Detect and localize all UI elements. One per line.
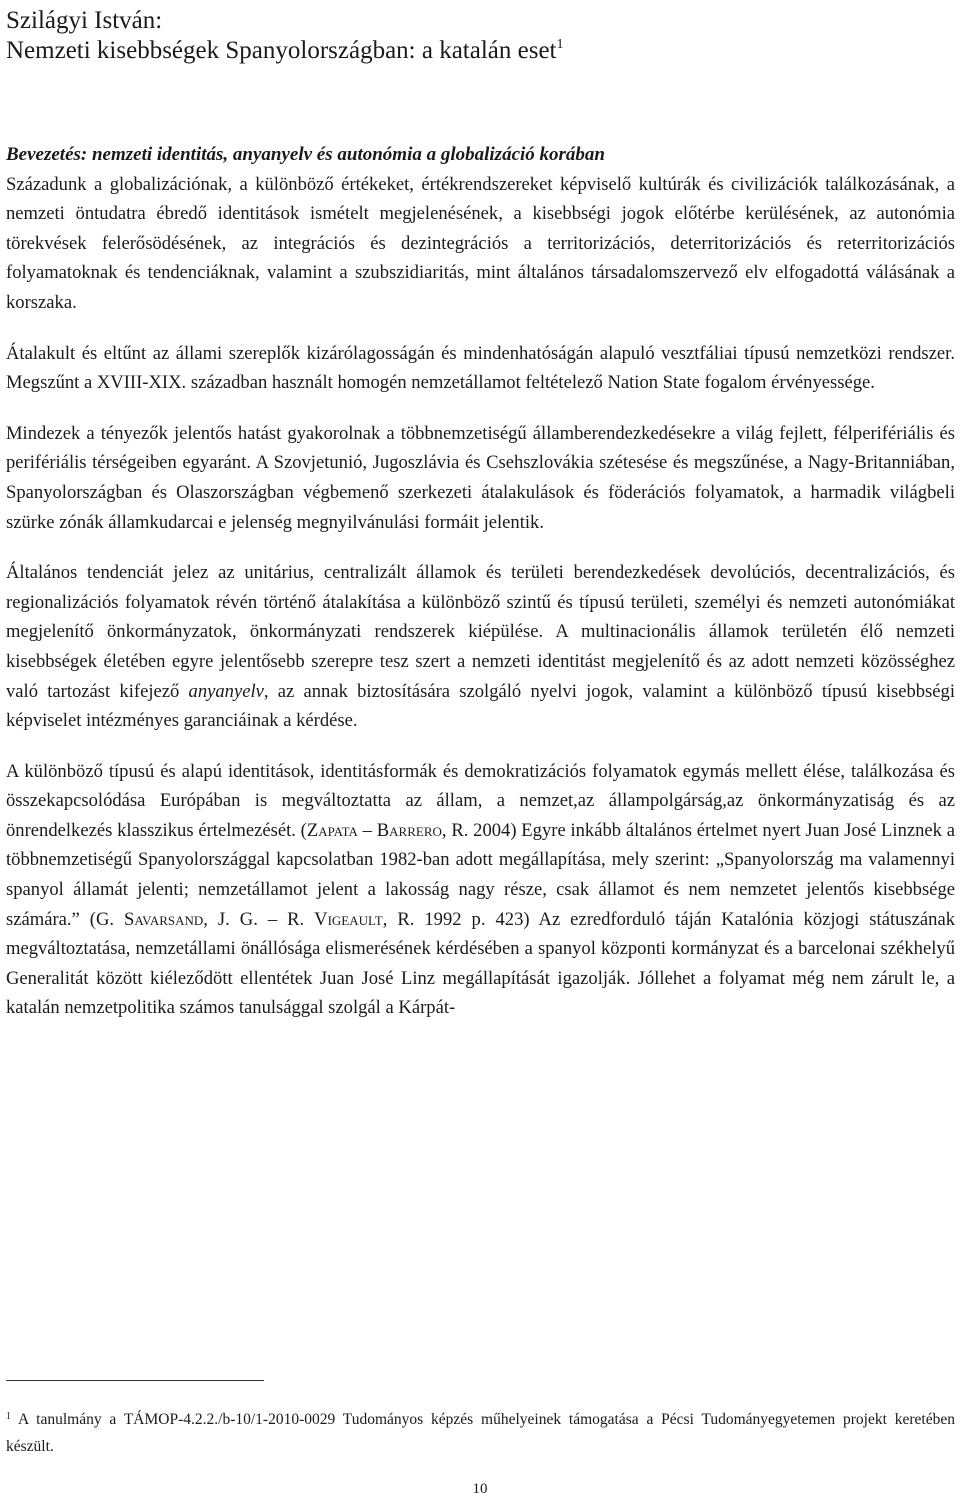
title-text: Nemzeti kisebbségek Spanyolországban: a katalán eset — [6, 37, 557, 64]
citation-author-zapata: Zapata — [306, 819, 358, 841]
author-name: Szilágyi István: — [6, 7, 163, 34]
paragraph-5-part-2: – — [357, 819, 377, 841]
footnote — [6, 1406, 955, 1460]
title-footnote-ref[interactable]: 1 — [556, 37, 564, 52]
citation-author-vigeault: Vigeault — [314, 908, 383, 930]
page-title — [6, 36, 564, 66]
paragraph-5-part-3: , R. 2004) Egyre inkább általános értelmet nyert Juan José Linznek a többnemzetiségű Spanyolországgal kapcsolatban 1982-ban adott megállapítása, mely szerint: „Spanyolország ma valamennyi spanyol államát jelenti; nemzetállamot jelent a lakosság nagy része, csak államot és nem nemzetet jelentős kisebbsége számára.” (G. — [6, 819, 955, 930]
footnote-text: A tanulmány a TÁMOP-4.2.2./b-10/1-2010-0029 Tudományos képzés műhelyeinek támogatása a Pécsi Tudományegyetemen projekt keretében készült. — [6, 1411, 955, 1455]
paragraph-5-part-4: , J. G. – R. — [203, 908, 315, 930]
footnote-number: 1 — [6, 1411, 11, 1422]
section-heading: Bevezetés: nemzeti identitás, anyanyelv és autonómia a globalizáció korában — [6, 144, 606, 165]
paragraph-5 — [6, 757, 955, 1023]
body-text — [6, 140, 955, 1023]
paragraph-2: Átalakult és eltűnt az állami szereplők kizárólagosságán és mindenhatóságán alapuló vesztfáliai típusú nemzetközi rendszer. Megszűnt a XVIII-XIX. században használt homogén nemzetállamot feltételező Nation State fogalom érvényessége. — [6, 342, 955, 394]
footnote-separator — [6, 1380, 264, 1381]
paragraph-4-part-1: Általános tendenciát jelez az unitárius, centralizált államok és területi berendezkedések devolúciós, decentralizációs, és regionalizációs folyamatok révén történő átalakítása a különböző szintű és típusú területi, személyi és nemzeti autonómiákat megjelenítő önkormányzatok, önkormányzati rendszerek kiépülése. A multinacionális államok területén élő nemzeti kisebbségek életében egyre jelentősebb szerepre tesz szert a nemzeti identitást megjelenítő és az adott nemzeti közösséghez való tartozást kifejező — [6, 562, 955, 702]
paragraph-5-part-1: A különböző típusú és alapú identitások, identitásformák és demokratizációs folyamatok egymás mellett élése, találkozása és összekapcsolódása Európában is megváltoztatta az állam, a nemzet,az állampolgárság,az önkormányzatiság és az önrendelkezés klasszikus értelmezését. ( — [6, 760, 955, 841]
paragraph-4-italic-term: anyanyelv — [188, 680, 264, 702]
paragraph-3: Mindezek a tényezők jelentős hatást gyakorolnak a többnemzetiségű államberendezkedésekre a világ fejlett, félperifériális és perifériális térségeiben egyaránt. A Szovjetunió, Jugoszlávia és Csehszlovákia szétesése és megszűnése, a Nagy-Britanniában, Spanyolországban és Olaszországban végbemenő szerkezeti átalakulások és föderációs folyamatok, a harmadik világbeli szürke zónák államkudarcai e jelenség megnyilvánulási formáit jelentik. — [6, 422, 955, 533]
citation-author-savarsand: Savarsand — [124, 908, 204, 930]
citation-author-barrero: Barrero — [376, 819, 442, 841]
paragraph-1: Századunk a globalizációnak, a különböző értékeket, értékrendszereket képviselő kultúrák és civilizációk találkozásának, a nemzeti öntudatra ébredő identitások ismételt megjelenésének, a kisebbségi jogok előtérbe kerülésének, az autonómia törekvések felerősödésének, az integrációs és dezintegrációs a territorizációs, deterritorizációs és reterritorizációs folyamatoknak és tendenciáknak, valamint a szubszidiaritás, mint általános társadalomszervező elv elfogadottá válásának a korszaka. — [6, 173, 955, 313]
paragraph-5-part-5: , R. 1992 p. 423) Az ezredforduló táján Katalónia közjogi státuszának megváltoztatása, nemzetállami önállósága elismerésének kérdésében a spanyol központi kormányzat és a barcelonai székhelyű Generalitát között kiéleződött ellentétek Juan José Linz megállapítását igazolják. Jóllehet a folyamat még nem zárult le, a katalán nemzetpolitika számos tanulsággal szolgál a Kárpát- — [6, 908, 955, 1019]
page-number: 10 — [472, 1481, 488, 1497]
paragraph-4 — [6, 558, 955, 736]
paragraph-4-part-2: , az annak biztosítására szolgáló nyelvi jogok, valamint a különböző típusú kisebbségi képviselet intézményes garanciáinak a kérdése. — [6, 680, 955, 732]
